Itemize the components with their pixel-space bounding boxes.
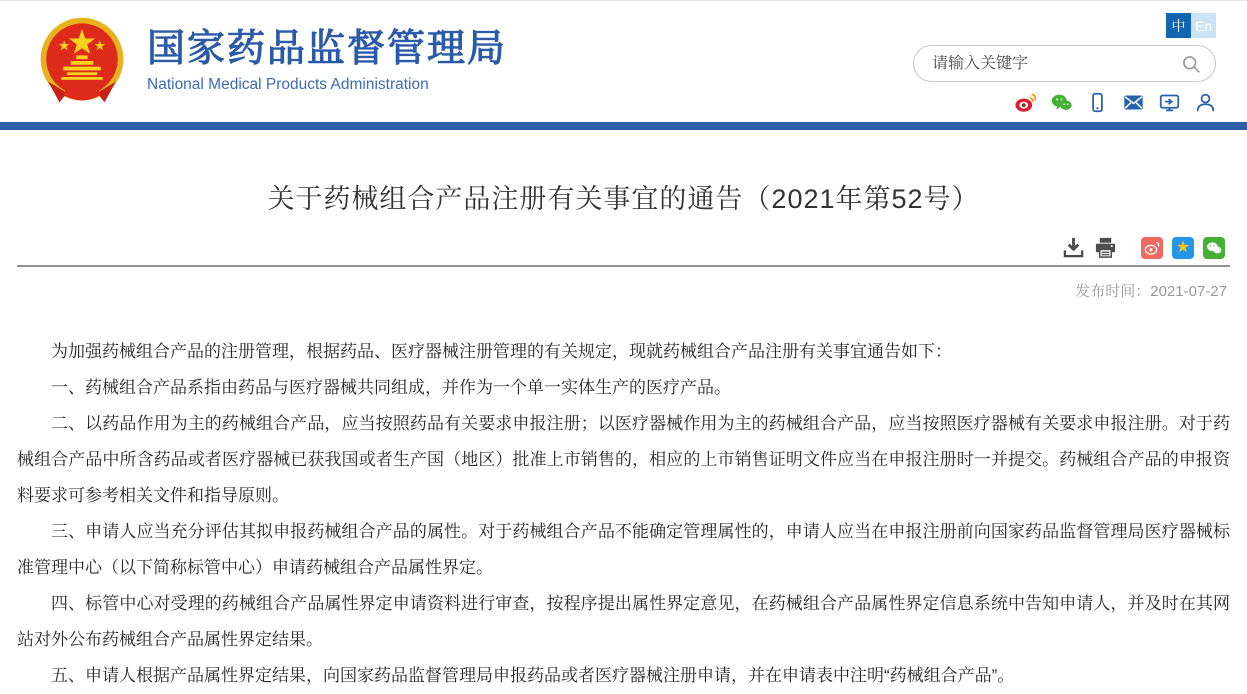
user-icon[interactable] [1195,92,1216,113]
site-title-zh: 国家药品监督管理局 [147,28,508,71]
share-wechat-icon[interactable] [1203,237,1225,259]
paragraph-item-1: 一、药械组合产品系指由药品与医疗器械共同组成，并作为一个单一实体生产的医疗产品。 [51,378,731,397]
lang-zh-button[interactable]: 中 [1166,13,1191,38]
mail-icon[interactable] [1123,92,1144,113]
search-input[interactable] [932,55,1181,73]
lang-en-button[interactable]: En [1191,13,1216,38]
site-brand[interactable] [35,14,507,108]
article-title: 关于药械组合产品注册有关事宜的通告（2021年第52号） [267,184,980,214]
language-switch [913,13,1216,38]
paragraph-item-2: 二、以药品作用为主的药械组合产品，应当按照药品有关要求申报注册；以医疗器械作用为主的药械组合产品，应当按照医疗器械有关要求申报注册。对于药械组合产品中所含药品或者医疗器械已获我国或者生产国（地区）批准上市销售的，相应的上市销售证明文件应当在申报注册时一并提交。药械组合产品的申报资料要求可参考相关文件和指导原则。 [17,414,1230,505]
publish-date: 发布时间：2021-07-27 [1075,283,1227,300]
print-icon[interactable] [1094,236,1117,259]
paragraph-item-3: 三、申请人应当充分评估其拟申报药械组合产品的属性。对于药械组合产品不能确定管理属性的，申请人应当在申报注册前向国家药品监督管理局医疗器械标准管理中心（以下简称标管中心）申请药械组合产品属性界定。 [17,522,1230,577]
social-icon-row [913,92,1216,113]
article-body [17,334,1230,694]
weibo-icon[interactable] [1015,92,1036,113]
download-icon[interactable] [1062,236,1085,259]
search-box[interactable] [913,45,1216,82]
header-right [913,13,1216,113]
national-emblem-logo [35,14,129,108]
brand-text [147,28,507,94]
article [0,177,1247,694]
search-icon[interactable] [1181,54,1201,74]
qzone-star-glyph: ★ [1175,238,1191,256]
paragraph-item-4: 四、标管中心对受理的药械组合产品属性界定申请资料进行审查，按程序提出属性界定意见，在药械组合产品属性界定信息系统中告知申请人，并及时在其网站对外公布药械组合产品属性界定结果。 [17,594,1230,649]
client-icon[interactable] [1159,92,1180,113]
paragraph-item-5: 五、申请人根据产品属性界定结果，向国家药品监督管理局申报药品或者医疗器械注册申请，并在申请表中注明“药械组合产品”。 [51,666,1015,685]
mobile-icon[interactable] [1087,92,1108,113]
share-qzone-icon[interactable] [1172,237,1194,259]
site-header [0,1,1247,122]
header-divider-bar [0,122,1247,130]
paragraph-intro: 为加强药械组合产品的注册管理，根据药品、医疗器械注册管理的有关规定，现就药械组合产品注册有关事宜通告如下： [51,342,952,361]
share-weibo-icon[interactable] [1141,237,1163,259]
title-divider-line [17,265,1230,267]
wechat-icon[interactable] [1051,92,1072,113]
article-tools-row [17,236,1230,259]
site-title-en: National Medical Products Administration [147,75,429,93]
